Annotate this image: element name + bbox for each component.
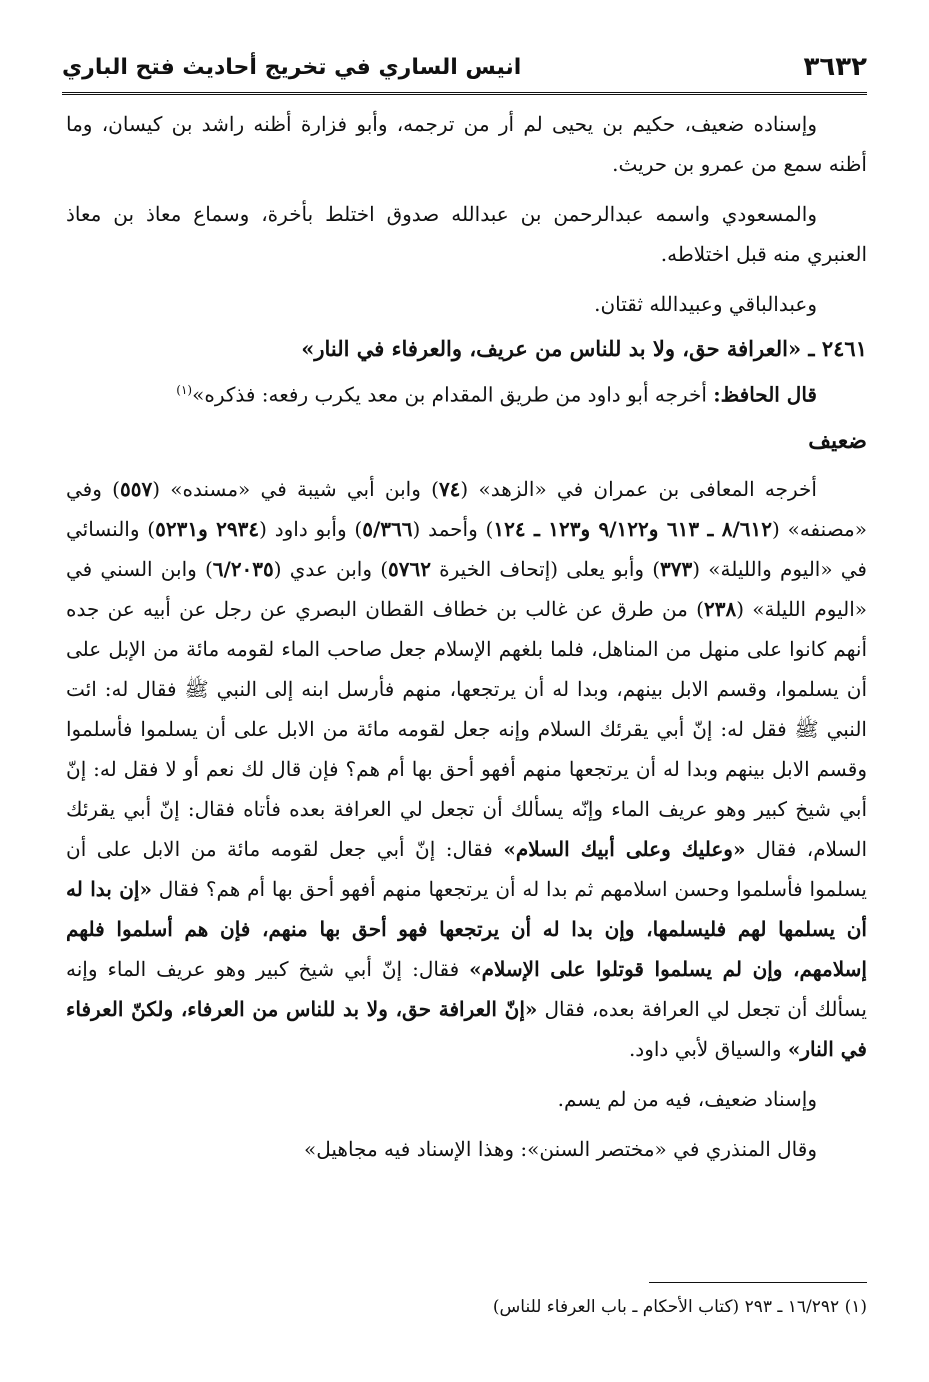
- takhrij-ref: ٨/٦١٢ ـ ٦١٣ و٩/١٢٢ و١٢٣ ـ ١٢٤: [493, 516, 772, 541]
- hadith-heading: ٢٤٦١ ـ «العرافة حق، ولا بد للناس من عريف، والعرفاء في النار»: [301, 336, 867, 361]
- running-title: انيس الساري في تخريج أحاديث فتح الباري: [62, 54, 522, 80]
- hafiz-label: قال الحافظ:: [713, 382, 817, 407]
- takhrij-ref: ٥٧٦٢: [388, 556, 431, 581]
- hafiz-statement: [66, 370, 867, 415]
- hadith-narrative: فقال: إنّ أبي شيخ كبير وهو عريف الماء وإنه يسألك أن تجعل لي العرافة بعده، فقال: [66, 956, 867, 1021]
- hadith-grade: ضعيف: [808, 427, 867, 454]
- paragraph-mundhiri: وقال المنذري في «مختصر السنن»: وهذا الإسناد فيه مجاهيل»: [303, 1136, 817, 1161]
- takhrij-ref: ٢٩٣٤ و٥٢٣١: [155, 516, 260, 541]
- takhrij-paragraph: [66, 469, 867, 1069]
- takhrij-ref: ٥/٣٦٦: [362, 516, 413, 541]
- takhrij-ref: ٦/٢٠٣٥: [212, 556, 274, 581]
- takhrij-ref: ٣٧٣: [660, 556, 693, 581]
- takhrij-text: ) وأحمد (: [412, 516, 494, 541]
- takhrij-ref: ٧٤: [438, 476, 461, 501]
- takhrij-ref: ٥٥٧: [119, 476, 153, 501]
- paragraph-masudi: والمسعودي واسمه عبدالرحمن بن عبدالله صدوق اختلط بأخرة، وسماع معاذ بن معاذ العنبري منه قبل اختلاطه.: [66, 202, 867, 266]
- prophet-reply-3: «إنّ العرافة حق، ولا بد للناس من العرفاء، ولكنّ العرفاء في النار»: [66, 996, 867, 1061]
- takhrij-text: ) وابن السني في «اليوم الليلة» (: [66, 556, 867, 621]
- takhrij-ref: ٢٣٨: [703, 596, 737, 621]
- page-number: ٣٦٣٢: [803, 52, 867, 82]
- takhrij-text: ) وأبو يعلى (إتحاف الخيرة: [430, 556, 661, 581]
- footnote: (١) ١٦/٢٩٢ ـ ٢٩٣ (كتاب الأحكام ـ باب العرفاء للناس): [492, 1297, 867, 1317]
- paragraph-isnad-unnamed: وإسناد ضعيف، فيه من لم يسم.: [557, 1086, 817, 1111]
- hadith-narrative: فقال: إنّ أبي جعل لقومه مائة من الابل على أن يسلموا فأسلموا وحسن اسلامهم ثم بدا له أن يرتجعها منهم أفهو أحق بها أم هم؟ فقال: [66, 836, 867, 901]
- hadith-narrative: ) من طرق عن غالب بن خطاف القطان البصري عن رجل عن أبيه عن جده أنهم كانوا على منهل من المناهل، فلما بلغهم الإسلام جعل صاحب الماء لقومه مائة من الإبل على أن يسلموا، وقسم الابل بينهم، وبدا له أن يرتجعها، منهم فأرسل ابنه إلى النبي ﷺ فقال له: ائت النبي ﷺ فقل له: إنّ أبي يقرئك السلام وإنه جعل لقومه مائة من الابل على أن يسلموا فأسلموا وقسم الابل بينهم وبدا له أن يرتجعها منهم أفهو أحق بها أم هم؟ فإن قال لك نعم أو لا فقل له: إنّ أبي شيخ كبير وهو عريف الماء وإنّه يسألك أن تجعل لي العرافة بعده فأتاه فقال: إنّ أبي يقرئك السلام، فقال: [66, 596, 868, 861]
- hafiz-text: أخرجه أبو داود من طريق المقدام بن معد يكرب رفعه: فذكره»: [192, 382, 714, 407]
- takhrij-text: ) وابن عدي (: [273, 556, 388, 581]
- takhrij-text: ) وابن أبي شيبة في «مسنده» (: [152, 476, 439, 501]
- page-header: [62, 42, 867, 92]
- paragraph-isnad-weak: وإسناده ضعيف، حكيم بن يحيى لم أر من ترجمه، وأبو فزارة أظنه راشد بن كيسان، وما أظنه سمع من عمرو بن حريث.: [66, 112, 867, 176]
- header-rule: [62, 92, 867, 95]
- takhrij-text: ) والنسائي في «اليوم والليلة» (: [66, 516, 867, 581]
- takhrij-text: أخرجه المعافى بن عمران في «الزهد» (: [460, 476, 817, 501]
- paragraph-thiqatan: وعبدالباقي وعبيدالله ثقتان.: [594, 292, 817, 316]
- prophet-reply-2: «إن بدا له أن يسلمها لهم فليسلمها، وإن بدا له أن يرتجعها فهو أحق بها منهم، فإن هم أسلموا فلهم إسلامهم، وإن لم يسلموا قوتلوا على الإسلام»: [66, 876, 867, 981]
- footnote-rule: [649, 1282, 867, 1283]
- takhrij-text: ) وفي «مصنفه» (: [66, 476, 867, 541]
- footnote-reference: (١): [176, 383, 193, 397]
- prophet-reply-1: «وعليك وعلى أبيك السلام»: [503, 836, 746, 861]
- hadith-narrative: والسياق لأبي داود.: [628, 1036, 788, 1061]
- page-body: [66, 104, 867, 1169]
- takhrij-text: ) وأبو داود (: [259, 516, 363, 541]
